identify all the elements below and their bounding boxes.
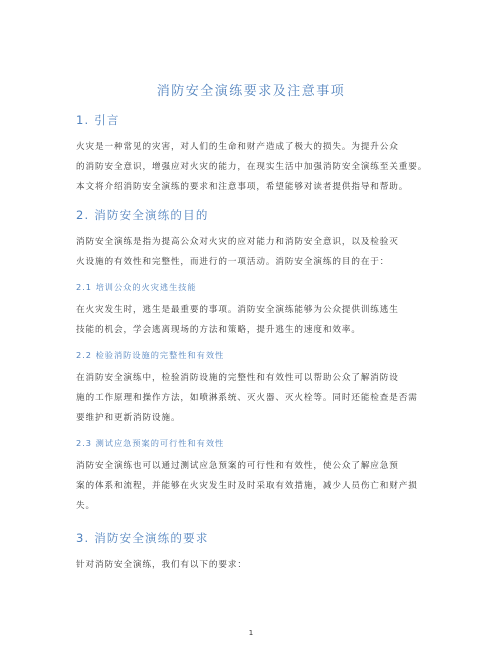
subsection-paragraph-emergency-plan: 消防安全演练也可以通过测试应急预案的可行性和有效性，使公众了解应急预 案的体系和流程，并能够在火灾发生时及时采取有效措施，减少人员伤亡和财产损 失。 — [76, 461, 418, 511]
subsection-heading-escape-skills: 2.1 培训公众的火灾逃生技能 — [76, 282, 197, 292]
section-paragraph-purpose: 消防安全演练是指为提高公众对火灾的应对能力和消防安全意识，以及检验灭 火设施的有效性和完整性，而进行的一项活动。消防安全演练的目的在于： — [76, 237, 399, 267]
subsection-paragraph-escape-skills: 在火灾发生时，逃生是最重要的事项。消防安全演练能够为公众提供训练逃生 技能的机会，学会逃离现场的方法和策略，提升逃生的速度和效率。 — [76, 305, 399, 335]
subsection-heading-facility-check: 2.2 检验消防设施的完整性和有效性 — [76, 350, 225, 360]
document-title: 消防安全演练要求及注意事项 — [156, 84, 346, 99]
section-paragraph-requirements: 针对消防安全演练，我们有以下的要求： — [76, 560, 247, 570]
subsection-paragraph-facility-check: 在消防安全演练中，检验消防设施的完整性和有效性可以帮助公众了解消防设 施的工作原理和操作方法，如喷淋系统、灭火器、灭火栓等。同时还能检查是否需 要维护和更新消防设施。 — [76, 373, 418, 423]
subsection-heading-emergency-plan: 2.3 测试应急预案的可行性和有效性 — [76, 438, 225, 448]
section-heading-purpose: 2. 消防安全演练的目的 — [76, 208, 209, 222]
section-heading-intro: 1. 引言 — [76, 113, 120, 127]
page-number: 1 — [248, 629, 254, 637]
section-heading-requirements: 3. 消防安全演练的要求 — [76, 531, 209, 545]
section-paragraph-intro: 火灾是一种常见的灾害，对人们的生命和财产造成了极大的损失。为提升公众 的消防安全意识，增强应对火灾的能力，在现实生活中加强消防安全演练至关重要。 本文将介绍消防安全演练的要求和注意事项，希望能够对读者提供指导和帮助。 — [76, 142, 428, 192]
